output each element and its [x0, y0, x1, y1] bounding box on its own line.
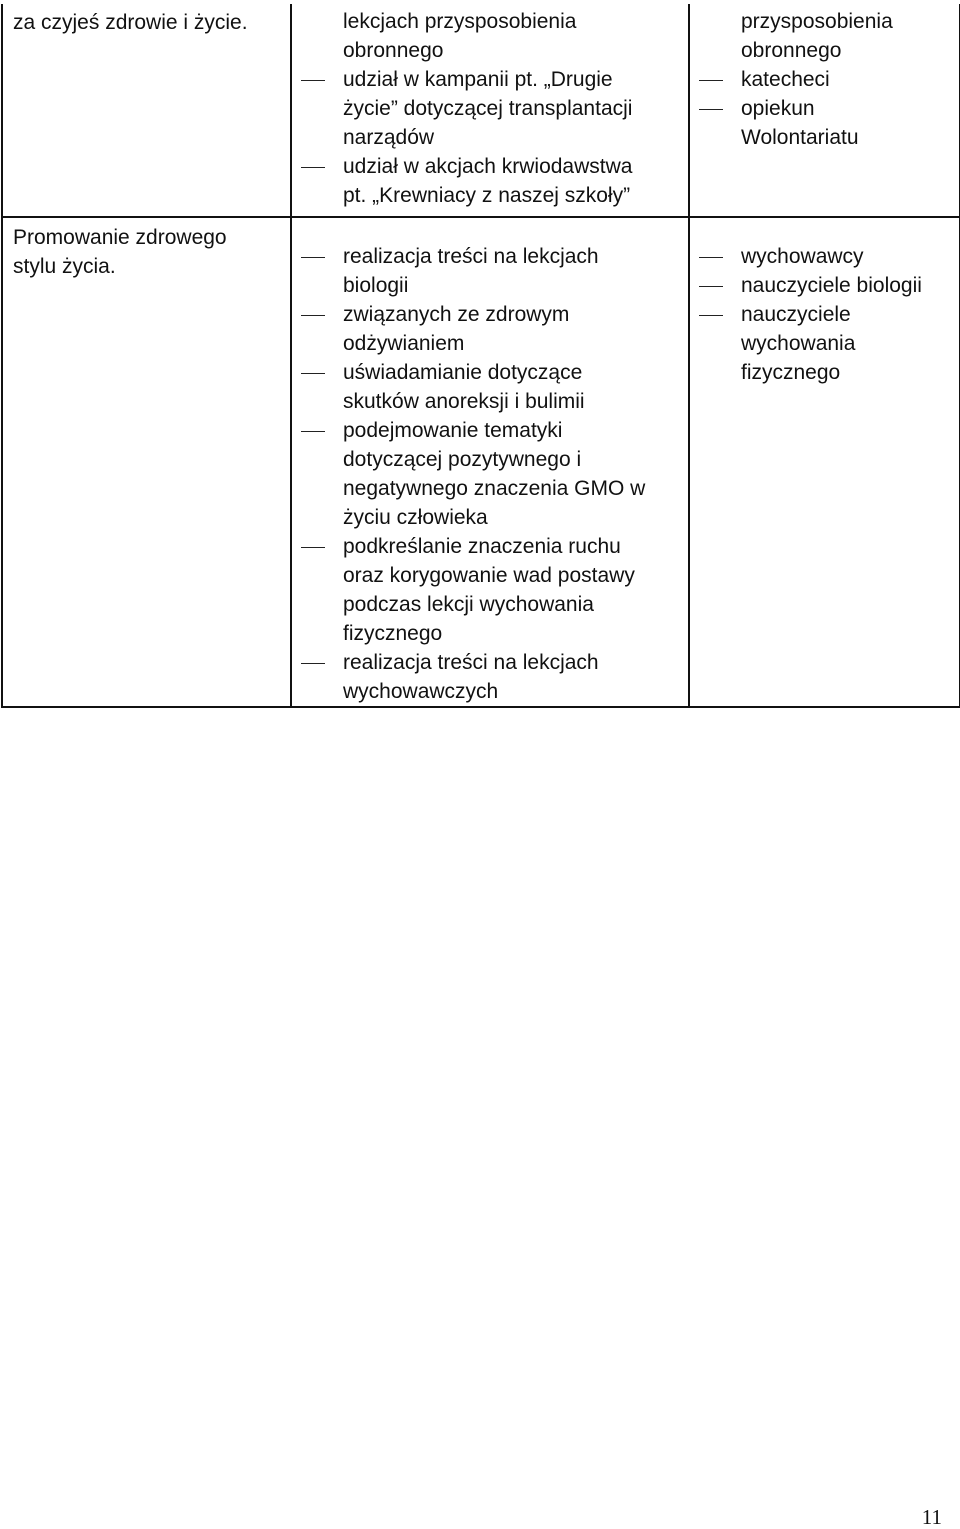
text-line: realizacja treści na lekcjach: [343, 245, 599, 268]
dash-bullet-icon: [699, 257, 723, 258]
text-line: stylu życia.: [13, 255, 116, 278]
area-cell: [2, 217, 291, 707]
list-item: [292, 242, 688, 300]
text-line: pt. „Krewniacy z naszej szkoły”: [343, 184, 631, 207]
text-line: życiu człowieka: [343, 506, 488, 529]
table-row: [2, 4, 960, 217]
responsible-list: [690, 242, 959, 387]
list-item: [690, 94, 959, 152]
text-line: narządów: [343, 126, 435, 149]
list-item: [292, 300, 688, 358]
dash-bullet-icon: [301, 167, 325, 168]
tasks-list: [292, 242, 688, 706]
text-line: realizacja treści na lekcjach: [343, 651, 599, 674]
dash-bullet-icon: [699, 80, 723, 81]
text-line: podkreślanie znaczenia ruchu: [343, 535, 621, 558]
list-item: [292, 648, 688, 706]
text-line: Wolontariatu: [741, 126, 859, 149]
area-cell: [2, 4, 291, 217]
area-text: [3, 218, 290, 285]
responsible-cell: [689, 4, 960, 217]
list-item: [690, 271, 959, 300]
text-line: nauczyciele: [741, 303, 851, 326]
dash-bullet-icon: [301, 373, 325, 374]
dash-bullet-icon: [699, 109, 723, 110]
text-line: dotyczącej pozytywnego i: [343, 448, 582, 471]
text-line: nauczyciele biologii: [741, 274, 922, 297]
list-item: [292, 65, 688, 152]
dash-bullet-icon: [301, 431, 325, 432]
text-line: uświadamianie dotyczące: [343, 361, 583, 384]
tasks-cell: [291, 217, 689, 707]
dash-bullet-icon: [699, 286, 723, 287]
dash-bullet-icon: [301, 257, 325, 258]
text-line: udział w kampanii pt. „Drugie: [343, 68, 613, 91]
text-line: fizycznego: [741, 361, 841, 384]
responsible-cell: [689, 217, 960, 707]
text-line: fizycznego: [343, 622, 443, 645]
list-item: [292, 358, 688, 416]
text-line: podczas lekcji wychowania: [343, 593, 594, 616]
responsible-content: [690, 4, 959, 158]
dash-bullet-icon: [301, 315, 325, 316]
responsible-content: [690, 218, 959, 387]
text-line: za czyjeś zdrowie i życie.: [13, 11, 248, 34]
list-item: [292, 532, 688, 648]
tasks-cell: [291, 4, 689, 217]
list-item: [690, 300, 959, 387]
tasks-content: [292, 218, 688, 706]
table-row: [2, 217, 960, 707]
text-line: udział w akcjach krwiodawstwa: [343, 155, 633, 178]
dash-bullet-icon: [301, 547, 325, 548]
program-table: [1, 4, 960, 708]
list-item: [292, 416, 688, 532]
text-line: przysposobienia: [741, 10, 893, 33]
text-line: wychowawczych: [343, 680, 499, 703]
text-line: odżywianiem: [343, 332, 465, 355]
text-line: Promowanie zdrowego: [13, 226, 227, 249]
text-line: wychowawcy: [741, 245, 864, 268]
text-line: skutków anoreksji i bulimii: [343, 390, 585, 413]
tasks-content: [292, 4, 688, 216]
dash-bullet-icon: [301, 80, 325, 81]
text-line: wychowania: [741, 332, 856, 355]
text-line: obronnego: [343, 39, 444, 62]
text-line: opiekun: [741, 97, 815, 120]
text-line: oraz korygowanie wad postawy: [343, 564, 635, 587]
text-line: związanych ze zdrowym: [343, 303, 570, 326]
list-item: [690, 65, 959, 94]
dash-bullet-icon: [699, 315, 723, 316]
text-line: obronnego: [741, 39, 842, 62]
text-line: podejmowanie tematyki: [343, 419, 563, 442]
list-item: [690, 242, 959, 271]
text-line: życie” dotyczącej transplantacji: [343, 97, 633, 120]
text-line: katecheci: [741, 68, 830, 91]
text-line: negatywnego znaczenia GMO w: [343, 477, 646, 500]
page-number: 11: [921, 1505, 942, 1529]
text-line: biologii: [343, 274, 409, 297]
area-text: [3, 4, 290, 41]
tasks-list: [292, 65, 688, 210]
responsible-list: [690, 65, 959, 152]
list-item: [292, 152, 688, 210]
text-line: lekcjach przysposobienia: [343, 10, 577, 33]
dash-bullet-icon: [301, 663, 325, 664]
